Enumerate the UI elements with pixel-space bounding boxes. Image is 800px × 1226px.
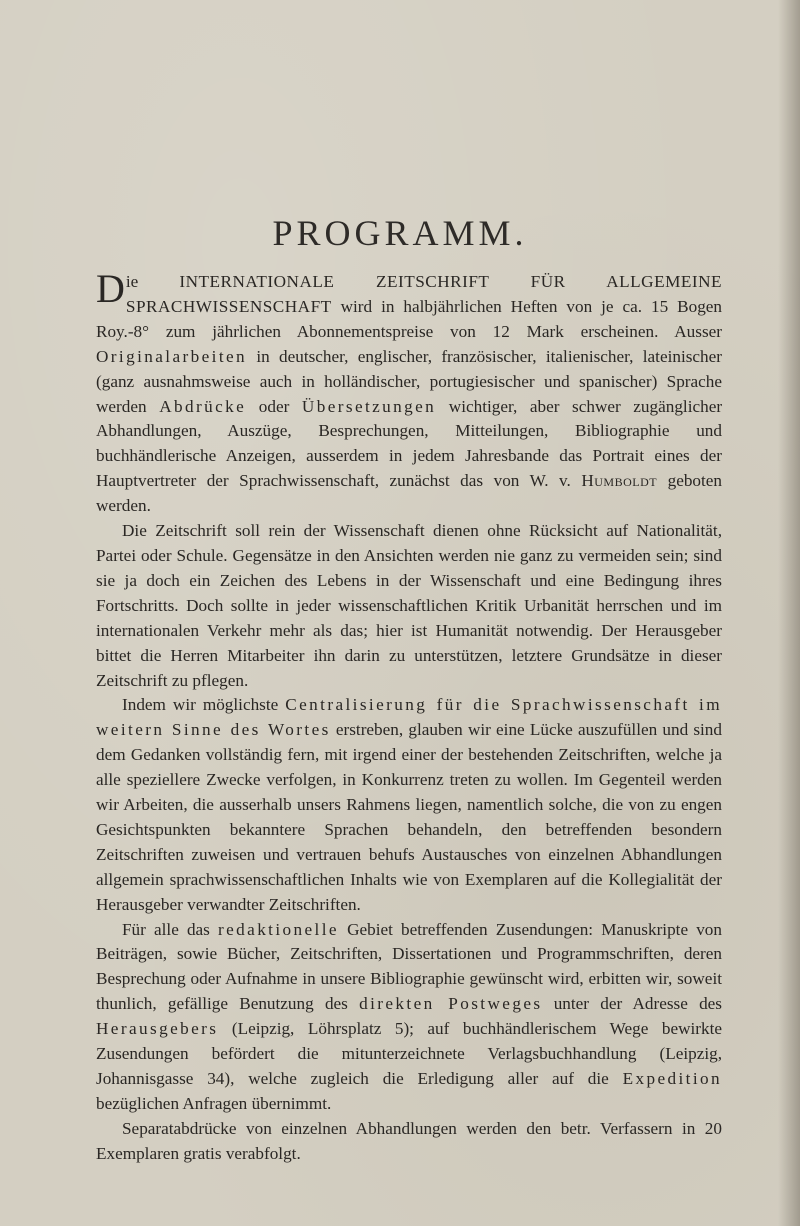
p4-text-2: Gebiet betreffenden Zusendungen: Manuskripte von Beiträgen, sowie Bücher, Zeitschriften, Dissertationen und Programmschriften, deren Besprechung oder Aufnahme in unsere Bibliographie gewünscht wird, erbitten wir, soweit thunlich, gefällige Benutzung des xyxy=(96,919,722,1014)
page-title: PROGRAMM. xyxy=(272,213,528,253)
p4-text-3: unter der Adresse des xyxy=(553,994,722,1014)
p1-text-2: in deutscher, englischer, französischer, italienischer, lateinischer (ganz ausnahmsweise auch in holländischer, portugiesischer und spanischer) Sprache werden xyxy=(96,346,722,416)
paragraph-5: Separatabdrücke von einzelnen Abhandlungen werden den betr. Verfassern in 20 Exemplaren gratis verabfolgt. xyxy=(96,1118,722,1163)
drop-cap: D xyxy=(96,266,125,311)
p4-spaced-3: Herausgebers xyxy=(96,1019,219,1039)
p4-spaced-2: direkten Postweges xyxy=(359,994,543,1014)
p4-text-5: bezüglichen Anfragen übernimmt. xyxy=(96,1093,332,1113)
p1-spaced-3: Übersetzungen xyxy=(301,396,437,416)
p4-text-1: Für alle das xyxy=(122,919,210,939)
journal-name: INTERNATIONALE ZEITSCHRIFT FÜR ALLGEMEINE SPRACHWISSENSCHAFT xyxy=(125,272,722,316)
first-word-rest: ie xyxy=(125,272,139,291)
p1-text-3: oder xyxy=(258,396,290,416)
p1-spaced-2: Abdrücke xyxy=(159,396,247,416)
p4-spaced-4: Expedition xyxy=(622,1069,722,1088)
p1-text-4: wichtiger, aber schwer zugänglicher Abhandlungen, Auszüge, Besprechungen, Mitteilungen, Bibliographie und buchhändlerische Anzeigen, ausserdem in jedem Jahresbande das Portrait eines der Hauptvertreter der Sprachwissenschaft, zunächst das von W. v. xyxy=(96,396,723,491)
p4-spaced-1: redaktionelle xyxy=(218,919,339,939)
p4-text-4: (Leipzig, Löhrsplatz 5); auf buchhändlerischem Wege bewirkte Zusendungen befördert die mitunterzeichnete Verlagsbuchhandlung (Leipzig, Johannisgasse 34), welche zugleich die Erledigung aller auf die xyxy=(96,1019,723,1088)
page-edge-shadow xyxy=(778,0,800,1226)
p3-text-2: erstreben, glauben wir eine Lücke auszufüllen und sind dem Gedanken vollständig fern, mit irgend einer der bestehenden Zeitschriften, welche ja alle speziellere Zwecke verfolgen, in Konkurrenz treten zu wollen. Im Gegenteil werden wir Arbeiten, die ausserhalb unsers Rahmens liegen, namentlich solche, die von zu engen Gesichtspunkten bekanntere Sprachen behandeln, den betreffenden besondern Zeitschriften zuweisen und vertrauen behufs Austausches von einzelnen Abhandlungen allgemein sprachwissenschaftlichen Inhalts wie von Exemplaren auf die Kollegialität der Herausgeber verwandter Zeitschriften. xyxy=(96,720,722,914)
p1-text-1: wird in halbjährlichen Heften von je ca. 15 Bogen Roy.-8° zum jährlichen Abonnementspreise von 12 Mark erscheinen. Ausser xyxy=(96,296,723,341)
paragraph-3 xyxy=(96,693,722,917)
p1-text-5: geboten werden. xyxy=(96,471,723,516)
author-name: Humboldt xyxy=(581,471,658,491)
document-body xyxy=(96,266,723,1167)
paragraph-4 xyxy=(96,918,722,1117)
p3-spaced-1: Centralisierung für die Sprachwissenschaft im weitern Sinne des Wortes xyxy=(96,695,723,740)
paragraph-2: Die Zeitschrift soll rein der Wissenschaft dienen ohne Rücksicht auf Nationalität, Partei oder Schule. Gegensätze in den Ansichten werden nie ganz zu vermeiden sein; sind sie ja doch ein Zeichen des Lebens in der Wissenschaft und eine Bedingung ihres Fortschritts. Doch sollte in jeder wissenschaftlichen Kritik Urbanität herrschen und im internationalen Verkehr mehr als das; hier ist Humanität notwendig. Der Herausgeber bittet die Herren Mitarbeiter ihn darin zu unterstützen, letztere Grundsätze in dieser Zeitschrift zu pflegen. xyxy=(96,521,722,690)
paragraph-1 xyxy=(96,266,723,519)
p3-text-1: Indem wir möglichste xyxy=(122,695,279,715)
p1-spaced-1: Originalarbeiten xyxy=(96,346,248,366)
